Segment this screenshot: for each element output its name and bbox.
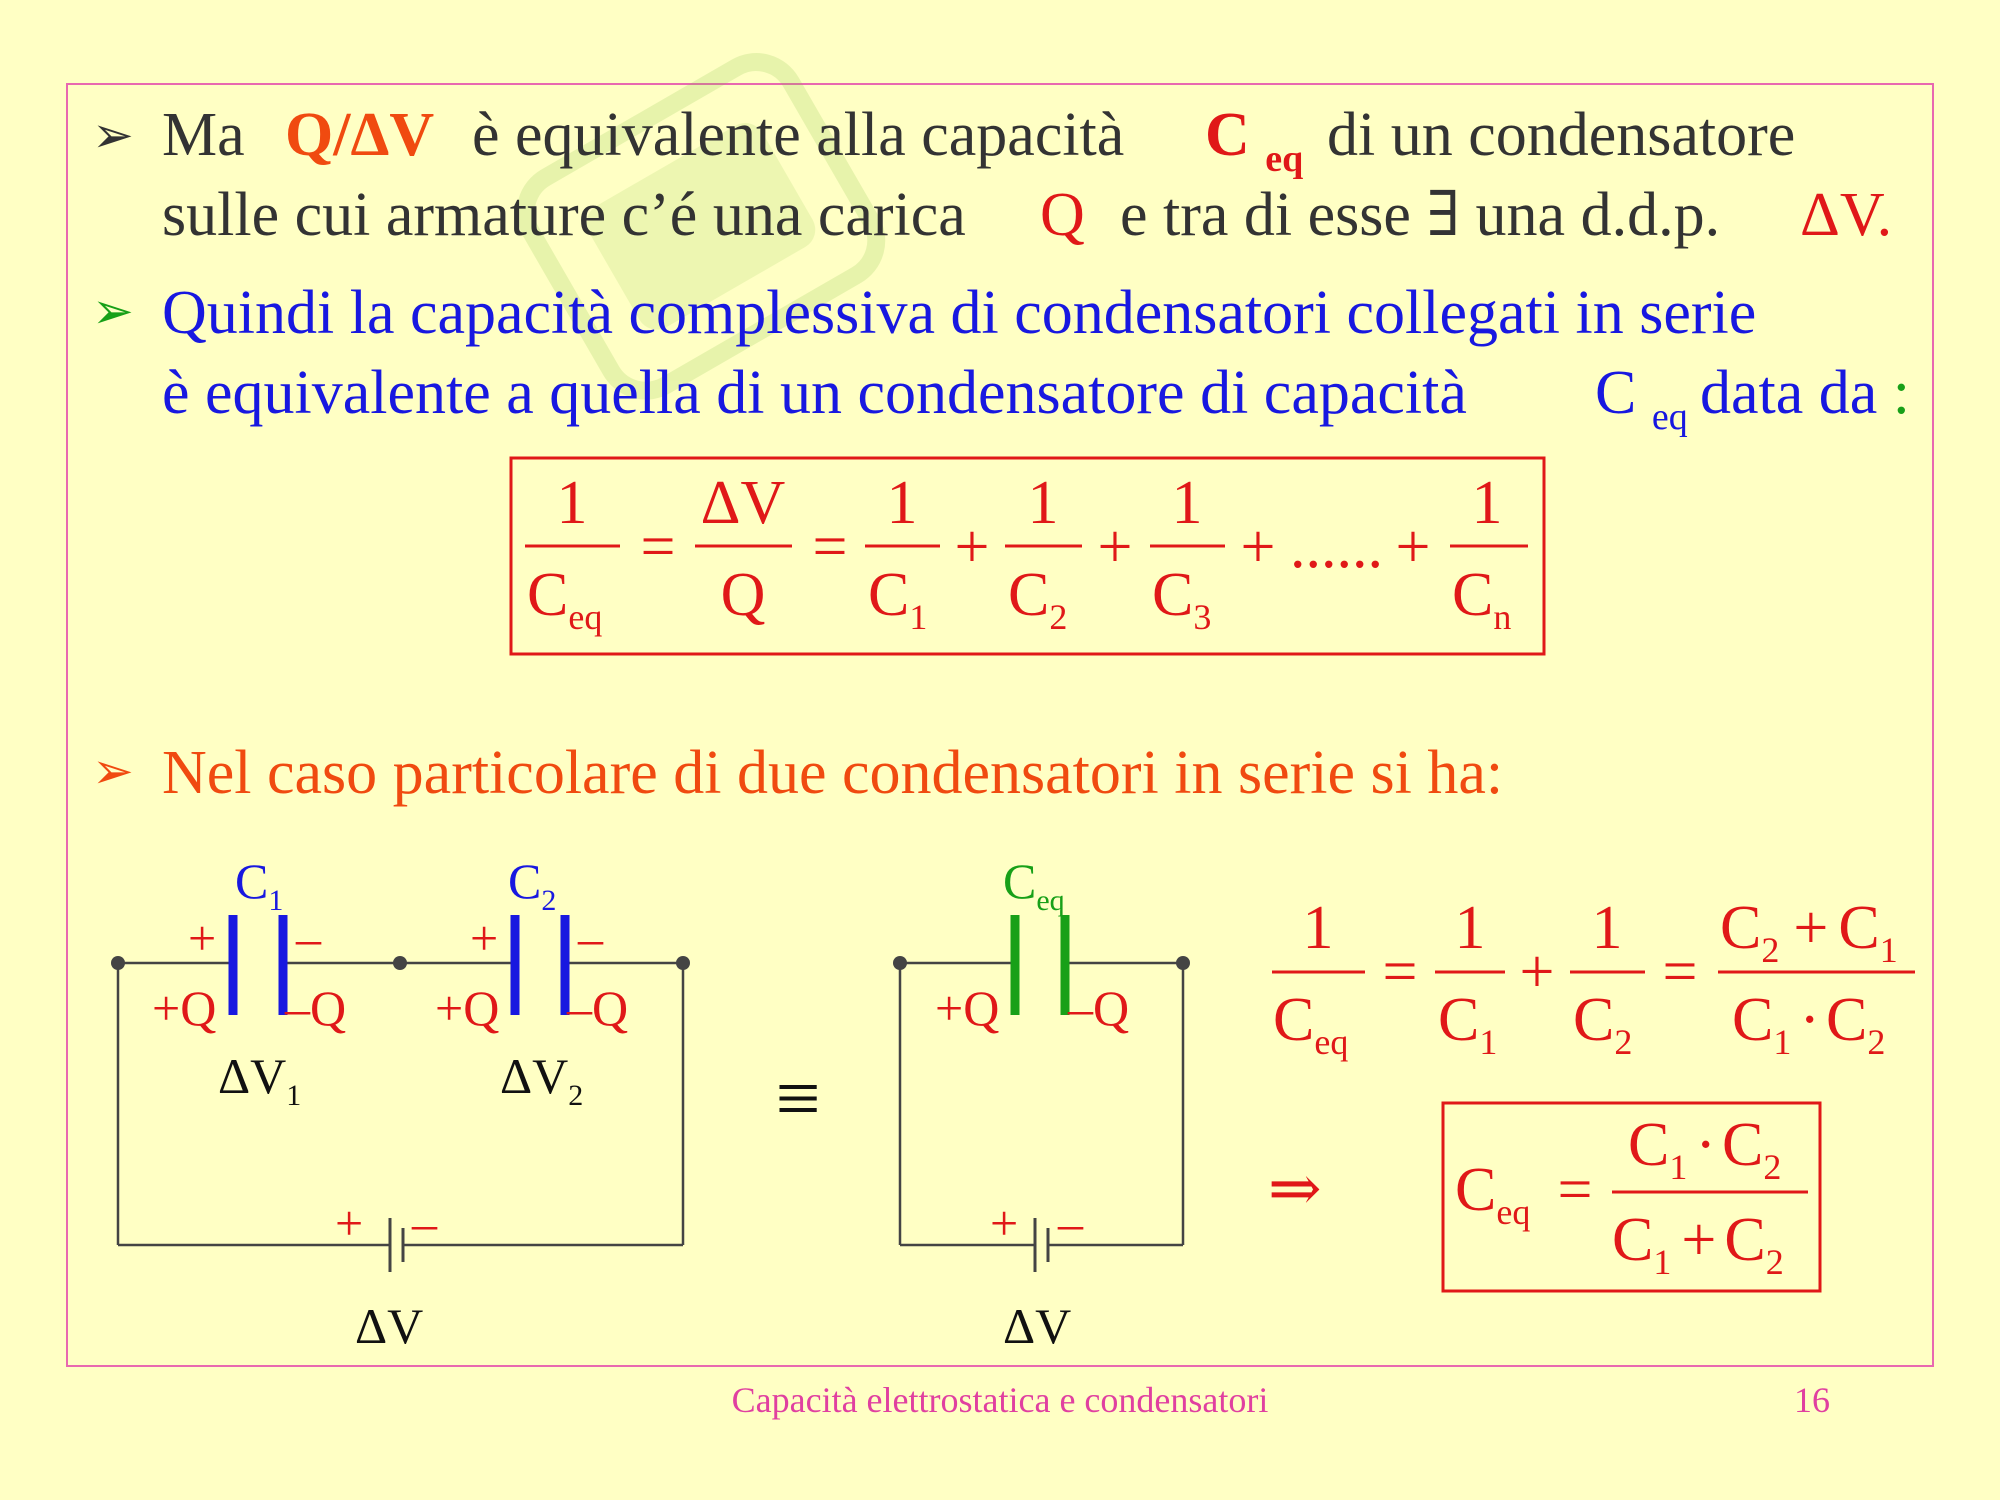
bullet-1-line-2-b: e tra di esse ∃ una d.d.p.	[1120, 181, 1721, 249]
f3-num-product: $C_1 \cdot C_2$	[1628, 1111, 1782, 1187]
ceq-label: $C_{eq}$	[1003, 853, 1065, 917]
f1-den-q: Q	[720, 561, 766, 629]
f2-equals-1: =	[1382, 938, 1418, 1006]
bullet-3-text: Nel caso particolare di due condensatori in serie si ha:	[162, 739, 1504, 807]
series-capacitance-formula	[511, 458, 1544, 654]
bullet-2-c-sub-eq: eq	[1651, 396, 1688, 438]
battery-1-minus: –	[412, 1195, 437, 1251]
equivalent-circuit	[893, 853, 1190, 1354]
f2-num-1: 1	[1302, 894, 1334, 962]
ceq-charge-pos: +Q	[935, 980, 1000, 1036]
f3-equals: =	[1557, 1156, 1593, 1224]
battery-1-dv: ΔV	[355, 1298, 424, 1354]
bullet-2-line-2-a: è equivalente a quella di un condensatore di capacità	[162, 359, 1467, 427]
f1-equals-1: =	[640, 513, 676, 581]
c1-minus-sign: –	[296, 910, 321, 966]
bullet-arrow-2: ➢	[92, 283, 134, 339]
f1-plus-4: +	[1395, 513, 1431, 581]
f1-num-c3: 1	[1171, 469, 1203, 537]
battery-1-plus: +	[335, 1195, 364, 1251]
bullet-2-colon: :	[1892, 359, 1911, 427]
f1-den-ceq: $C_{eq}$	[527, 561, 603, 637]
ceq-charge-neg: –Q	[1068, 980, 1130, 1036]
f1-plus-2: +	[1097, 513, 1133, 581]
f2-num-sum: $C_2 + C_1$	[1720, 894, 1898, 970]
f2-plus-1: +	[1519, 938, 1555, 1006]
f1-den-c1: $C_1$	[868, 561, 928, 637]
node-dot-right	[676, 956, 690, 970]
bullet-arrow-1: ➢	[92, 107, 134, 163]
c2-charge-neg: –Q	[567, 980, 629, 1036]
f2-den-ceq: $C_{eq}$	[1273, 986, 1349, 1062]
f2-den-c2: $C_2$	[1573, 986, 1633, 1062]
node-dot-left	[111, 956, 125, 970]
dv2-label: $\Delta V_2$	[500, 1048, 584, 1112]
bullet-1-q-over-dv: Q/ΔV	[285, 101, 435, 169]
bullet-1-dv: ΔV.	[1800, 181, 1893, 249]
f1-plus-3: +	[1240, 513, 1276, 581]
bullet-1-line-1	[162, 101, 1795, 185]
c1-plus-sign: +	[188, 910, 217, 966]
f1-plus-1: +	[954, 513, 990, 581]
c1-charge-pos: +Q	[152, 980, 217, 1036]
two-capacitor-formula	[1272, 894, 1915, 1062]
f2-den-c1: $C_1$	[1438, 986, 1498, 1062]
f1-num-1: 1	[556, 469, 588, 537]
f1-num-c1: 1	[886, 469, 918, 537]
bullet-1-ma: Ma	[162, 101, 245, 169]
dv1-label: $\Delta V_1$	[218, 1048, 302, 1112]
node-dot-mid	[393, 956, 407, 970]
f2-equals-2: =	[1662, 938, 1698, 1006]
c2-plus-sign: +	[470, 910, 499, 966]
bullet-1-q: Q	[1040, 181, 1085, 249]
f1-den-c2: $C_2$	[1008, 561, 1068, 637]
bullet-2-line-2-b: data da	[1700, 359, 1878, 427]
bullet-2-c: C	[1595, 359, 1637, 427]
f1-den-c3: $C_3$	[1152, 561, 1212, 637]
f2-num-c2: 1	[1591, 894, 1623, 962]
equivalence-sign: ≡	[775, 1055, 821, 1143]
eq-node-dot-left	[893, 956, 907, 970]
battery-2-dv: ΔV	[1003, 1298, 1072, 1354]
f2-num-c1: 1	[1454, 894, 1486, 962]
f3-ceq: $C_{eq}$	[1455, 1156, 1531, 1232]
f1-num-c2: 1	[1027, 469, 1059, 537]
footer-page-number: 16	[1794, 1380, 1830, 1420]
bullet-1-end: di un condensatore	[1327, 101, 1796, 169]
c2-label: $C_2$	[508, 853, 557, 917]
series-circuit	[111, 853, 690, 1354]
ceq-result-formula	[1443, 1103, 1820, 1291]
bullet-1-line-2-a: sulle cui armature c’é una carica	[162, 181, 966, 249]
bullet-2-line-2	[162, 359, 1910, 443]
f3-den-sum: $C_1 + C_2$	[1612, 1206, 1784, 1282]
f1-den-cn: $C_n$	[1452, 561, 1512, 637]
c2-charge-pos: +Q	[435, 980, 500, 1036]
f1-num-dv: ΔV	[700, 469, 786, 537]
bullet-2-line-1: Quindi la capacità complessiva di condensatori collegati in serie	[162, 279, 1757, 347]
f1-dots: ......	[1290, 513, 1383, 581]
bullet-1-c-sub-eq: eq	[1265, 138, 1304, 180]
battery-2-plus: +	[990, 1195, 1019, 1251]
battery-2-minus: –	[1058, 1195, 1083, 1251]
eq-node-dot-right	[1176, 956, 1190, 970]
bullet-arrow-3: ➢	[92, 743, 134, 799]
footer-title: Capacità elettrostatica e condensatori	[731, 1380, 1269, 1420]
f1-equals-2: =	[812, 513, 848, 581]
c2-minus-sign: –	[578, 910, 603, 966]
f1-num-cn: 1	[1471, 469, 1503, 537]
bullet-1-line-2	[162, 181, 1892, 249]
implies-arrow: ⇒	[1268, 1153, 1322, 1224]
bullet-1-mid: è equivalente alla capacità	[472, 101, 1125, 169]
c1-label: $C_1$	[235, 853, 284, 917]
bullet-1-c: C	[1205, 101, 1250, 169]
c1-charge-neg: –Q	[285, 980, 347, 1036]
f2-den-product: $C_1 \cdot C_2$	[1732, 986, 1886, 1062]
